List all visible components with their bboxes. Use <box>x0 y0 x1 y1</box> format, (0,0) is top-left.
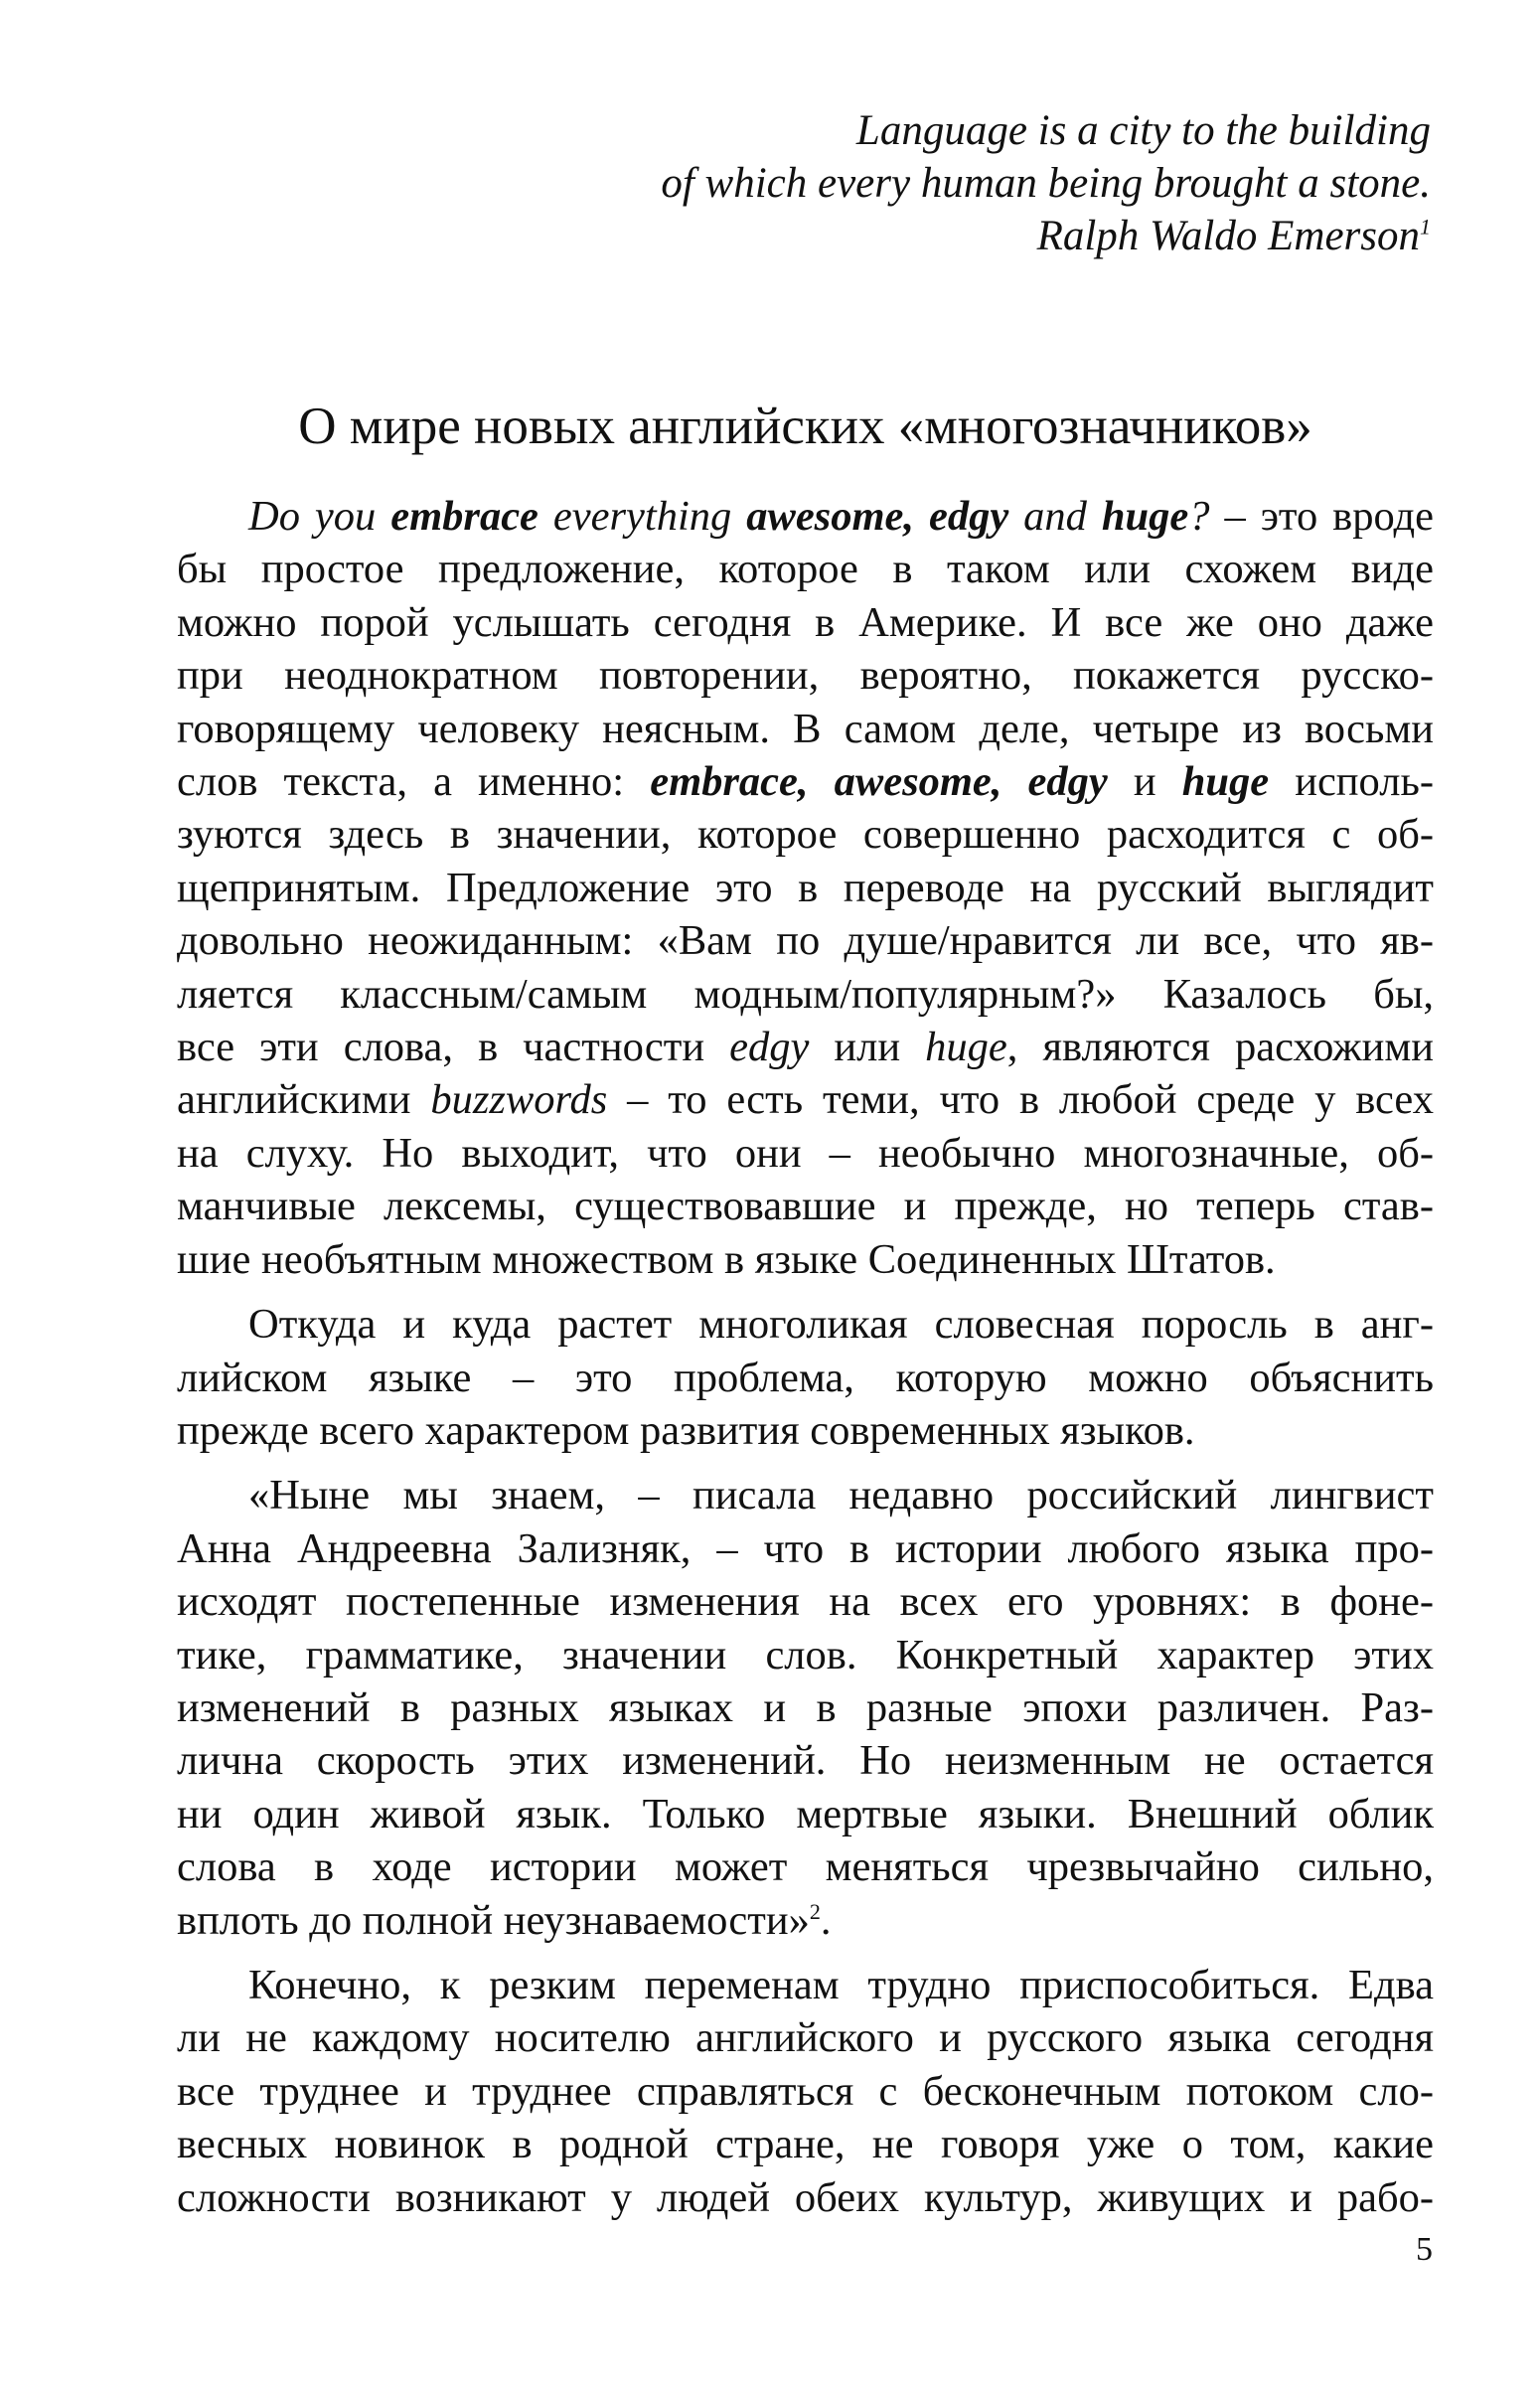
text-run: , являются расхожими <box>1006 1024 1435 1071</box>
text-line: ляется классным/самым модным/популярным?» Казалось бы, <box>177 970 1434 1018</box>
text-line: Конечно, к резким переменам трудно приспособиться. Едва <box>248 1961 1434 2008</box>
italic-run: ? <box>1188 493 1210 540</box>
bold-italic-run: embrace <box>390 493 539 540</box>
bold-italic-run: huge <box>1181 758 1270 806</box>
epigraph-line: of which every human being brought a stone. <box>661 160 1431 207</box>
text-line: шие необъятным множеством в языке Соединенных Штатов. <box>177 1235 1276 1283</box>
epigraph-line: Language is a city to the building <box>855 107 1431 154</box>
epigraph-author-name: Ralph Waldo Emerson <box>1036 213 1420 259</box>
italic-run: huge <box>925 1024 1007 1071</box>
text-line: ни один живой язык. Только мертвые языки. Внешний облик <box>177 1790 1434 1837</box>
text-run: слов текста, а именно: <box>177 758 651 806</box>
bold-italic-run: awesome, edgy <box>746 493 1009 540</box>
text-line: изменений в разных языках и в разные эпохи различен. Раз- <box>177 1683 1434 1731</box>
text-line: щепринятым. Предложение это в переводе на русский выглядит <box>177 864 1434 911</box>
text-line: все труднее и труднее справляться с бесконечным потоком сло- <box>177 2067 1434 2115</box>
text-line: говорящему человеку неясным. В самом деле, четыре из восьми <box>177 705 1434 752</box>
text-run: – это вроде <box>1209 493 1434 540</box>
text-line: лична скорость этих изменений. Но неизменным не остается <box>177 1737 1434 1785</box>
text-line: довольно неожиданным: «Вам по душе/нравится ли все, что яв- <box>177 917 1434 965</box>
text-line: лийском языке – это проблема, которую можно объяснить <box>177 1354 1434 1401</box>
text-line: можно порой услышать сегодня в Америке. И все же оно даже <box>177 598 1434 646</box>
italic-run: Do you <box>248 493 391 540</box>
italic-run: and <box>1008 493 1102 540</box>
epigraph-author <box>437 210 1431 262</box>
chapter-title: О мире новых английских «многозначников» <box>298 398 1312 455</box>
text-line: ли не каждому носителю английского и русского языка сегодня <box>177 2014 1434 2062</box>
text-line: при неоднократном повторении, вероятно, покажется русско- <box>177 652 1434 700</box>
text-line: «Ныне мы знаем, – писала недавно российский лингвист <box>248 1472 1434 1519</box>
paragraph-4 <box>177 1959 1434 2224</box>
text-line <box>177 1021 1434 1073</box>
paragraph-gap <box>177 1947 1434 1959</box>
text-line <box>177 755 1434 808</box>
text-line: Анна Андреевна Зализняк, – что в истории любого языка про- <box>177 1524 1434 1572</box>
bold-italic-run: embrace, awesome, edgy <box>650 758 1108 806</box>
text-line: Откуда и куда растет многоликая словесная поросль в анг- <box>248 1301 1434 1349</box>
text-line: бы простое предложение, которое в таком или схожем виде <box>177 546 1434 593</box>
text-line: тике, грамматике, значении слов. Конкретный характер этих <box>177 1631 1434 1678</box>
text-line <box>177 490 1434 543</box>
epigraph <box>437 104 1431 262</box>
text-line <box>177 1073 1434 1126</box>
paragraph-2 <box>177 1298 1434 1457</box>
text-line: зуются здесь в значении, которое совершенно расходится с об- <box>177 811 1434 859</box>
text-run: исполь- <box>1269 758 1434 806</box>
text-run: все эти слова, в частности <box>177 1024 730 1071</box>
text-run: и <box>1107 758 1182 806</box>
italic-run: edgy <box>729 1024 810 1071</box>
text-line: манчивые лексемы, существовавшие и прежде, но теперь став- <box>177 1183 1434 1230</box>
text-line: весных новинок в родной стране, не говоря уже о том, какие <box>177 2121 1434 2168</box>
text-line: сложности возникают у людей обеих культур, живущих и рабо- <box>177 2173 1434 2221</box>
text-line: исходят постепенные изменения на всех его уровнях: в фоне- <box>177 1578 1434 1626</box>
footnote-marker: 1 <box>1420 214 1431 240</box>
bold-italic-run: huge <box>1101 493 1189 540</box>
text-run: английскими <box>177 1076 431 1124</box>
text-line: прежде всего характером развития современных языков. <box>177 1406 1195 1454</box>
paragraph-gap <box>177 1457 1434 1469</box>
italic-run: everything <box>538 493 747 540</box>
paragraph-1 <box>177 490 1434 1286</box>
body-text <box>177 490 1434 2224</box>
text-run: вплоть до полной неузнаваемости» <box>177 1896 810 1944</box>
text-line: на слуху. Но выходит, что они – необычно многозначные, об- <box>177 1129 1434 1177</box>
text-run: . <box>820 1896 832 1944</box>
page-number: 5 <box>1416 2231 1433 2268</box>
text-line <box>177 1894 1434 1947</box>
text-run: – то есть теми, что в любой среде у всех <box>607 1076 1434 1124</box>
footnote-marker: 2 <box>809 1898 821 1924</box>
italic-run: buzzwords <box>430 1076 608 1124</box>
paragraph-3 <box>177 1469 1434 1947</box>
paragraph-gap <box>177 1286 1434 1298</box>
text-line: слова в ходе истории может меняться чрезвычайно сильно, <box>177 1843 1434 1891</box>
text-run: или <box>809 1024 926 1071</box>
